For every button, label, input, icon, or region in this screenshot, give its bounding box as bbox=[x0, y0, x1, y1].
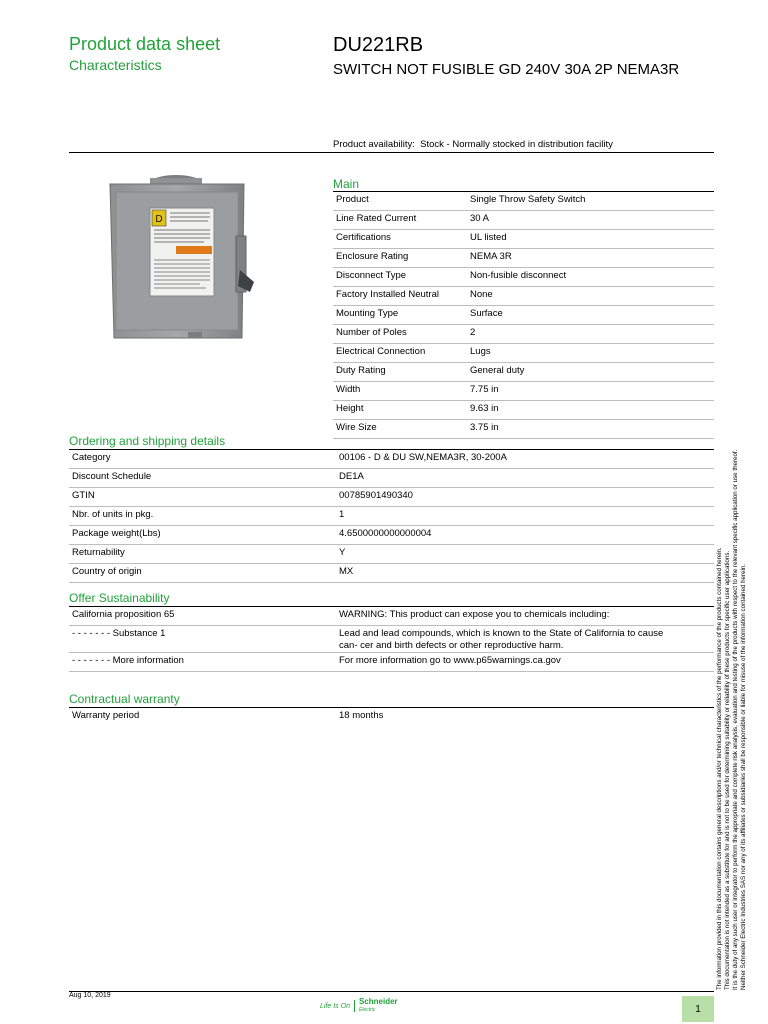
spec-key: Package weight(Lbs) bbox=[72, 528, 161, 539]
brand-text: Schneider bbox=[358, 997, 398, 1006]
spec-key: Width bbox=[336, 384, 361, 395]
spec-value: 7.75 in bbox=[470, 384, 499, 395]
spec-key: Warranty period bbox=[72, 710, 140, 721]
spec-key: Line Rated Current bbox=[336, 213, 417, 224]
spec-key: Nbr. of units in pkg. bbox=[72, 509, 154, 520]
table-row bbox=[333, 325, 714, 344]
spec-value: 30 A bbox=[470, 213, 490, 224]
spec-key: Disconnect Type bbox=[336, 270, 407, 281]
table-row bbox=[333, 401, 714, 420]
spec-key: Duty Rating bbox=[336, 365, 386, 376]
spec-value: DE1A bbox=[339, 471, 364, 482]
spec-key: Certifications bbox=[336, 232, 391, 243]
spec-value: 3.75 in bbox=[470, 422, 499, 433]
table-row bbox=[69, 626, 714, 653]
spec-key: Electrical Connection bbox=[336, 346, 426, 357]
sustainability-table bbox=[69, 606, 714, 672]
spec-value: 00106 - D & DU SW,NEMA3R, 30-200A bbox=[339, 452, 507, 463]
legal-disclaimer bbox=[716, 350, 748, 990]
spec-key: - - - - - - - Substance 1 bbox=[72, 628, 166, 639]
disclaimer-line: The information provided in this documentation contains general descriptions and/or technical characteristics of the performance of the products contained herein. bbox=[716, 547, 723, 990]
spec-value: None bbox=[470, 289, 493, 300]
availability-value: Stock - Normally stocked in distribution facility bbox=[420, 139, 613, 150]
disclaimer-line: It is the duty of any such user or integrator to perform the appropriate and complete risk analysis, evaluation and testing of the products with respect to the relevant specific application or use thereof. bbox=[732, 449, 739, 990]
table-row bbox=[333, 211, 714, 230]
spec-value: Lead and lead compounds, which is known to the State of California to cause can- cer and birth defects or other reproductive harm. bbox=[339, 628, 664, 651]
table-row bbox=[333, 192, 714, 211]
spec-key: Height bbox=[336, 403, 364, 414]
spec-value: 2 bbox=[470, 327, 476, 338]
page-number: 1 bbox=[682, 996, 714, 1022]
table-row bbox=[69, 564, 714, 583]
table-row bbox=[333, 306, 714, 325]
table-row bbox=[333, 344, 714, 363]
header-divider bbox=[69, 152, 714, 153]
table-row bbox=[333, 287, 714, 306]
footer-divider bbox=[69, 991, 714, 992]
spec-key: Product bbox=[336, 194, 369, 205]
spec-value: 9.63 in bbox=[470, 403, 499, 414]
sustainability-section-title: Offer Sustainability bbox=[69, 591, 170, 605]
spec-key: Factory Installed Neutral bbox=[336, 289, 439, 300]
spec-value: General duty bbox=[470, 365, 525, 376]
table-row bbox=[69, 526, 714, 545]
document-subtitle: Characteristics bbox=[69, 57, 162, 73]
spec-value: NEMA 3R bbox=[470, 251, 512, 262]
spec-value: Single Throw Safety Switch bbox=[470, 194, 586, 205]
spec-key: Enclosure Rating bbox=[336, 251, 409, 262]
ordering-table bbox=[69, 449, 714, 583]
product-image bbox=[104, 170, 274, 345]
availability-label: Product availability: bbox=[333, 139, 415, 150]
spec-key: Category bbox=[72, 452, 111, 463]
spec-value: Y bbox=[339, 547, 346, 558]
table-row bbox=[69, 607, 714, 626]
tagline: Life Is On bbox=[320, 1002, 350, 1010]
spec-value: 18 months bbox=[339, 710, 384, 721]
product-availability bbox=[333, 139, 613, 150]
spec-key: GTIN bbox=[72, 490, 95, 501]
table-row bbox=[333, 382, 714, 401]
brand-name bbox=[359, 998, 398, 1014]
spec-value: 1 bbox=[339, 509, 345, 520]
main-characteristics-table bbox=[333, 191, 714, 439]
disclaimer-line: Neither Schneider Electric Industries SAS nor any of its affiliates or subsidiaries shall be responsible or liable for misuse of the information contained herein. bbox=[740, 563, 747, 990]
spec-key: Returnability bbox=[72, 547, 125, 558]
spec-value: For more information go to www.p65warnings.ca.gov bbox=[339, 655, 561, 666]
spec-value: Surface bbox=[470, 308, 503, 319]
logo-separator bbox=[354, 1000, 355, 1012]
ordering-section-title: Ordering and shipping details bbox=[69, 434, 226, 448]
svg-text:D: D bbox=[155, 214, 163, 225]
document-type-title: Product data sheet bbox=[69, 34, 221, 54]
spec-key: Wire Size bbox=[336, 422, 377, 433]
spec-key: Mounting Type bbox=[336, 308, 399, 319]
spec-value: UL listed bbox=[470, 232, 507, 243]
table-row bbox=[333, 363, 714, 382]
table-row bbox=[69, 469, 714, 488]
spec-key: - - - - - - - More information bbox=[72, 655, 184, 666]
spec-key: California proposition 65 bbox=[72, 609, 175, 620]
product-description: SWITCH NOT FUSIBLE GD 240V 30A 2P NEMA3R bbox=[333, 61, 680, 78]
spec-value: MX bbox=[339, 566, 354, 577]
table-row bbox=[69, 708, 714, 727]
table-row bbox=[69, 450, 714, 469]
spec-key: Number of Poles bbox=[336, 327, 407, 338]
warranty-section-title: Contractual warranty bbox=[69, 692, 180, 706]
table-row bbox=[333, 230, 714, 249]
table-row bbox=[333, 420, 714, 439]
table-row bbox=[69, 653, 714, 672]
spec-value: 4.6500000000000004 bbox=[339, 528, 432, 539]
spec-key: Country of origin bbox=[72, 566, 142, 577]
table-row bbox=[333, 268, 714, 287]
product-reference: DU221RB bbox=[333, 34, 424, 56]
disclaimer-line: This documentation is not intended as a substitute for and is not to be used for determining suitability or reliability of these products for specific user applications. bbox=[724, 550, 731, 990]
brand-subtext: Electric bbox=[358, 1007, 376, 1013]
table-row bbox=[333, 249, 714, 268]
warranty-table bbox=[69, 707, 714, 726]
table-row bbox=[69, 488, 714, 507]
spec-value: WARNING: This product can expose you to chemicals including: bbox=[339, 609, 610, 620]
table-row bbox=[69, 507, 714, 526]
spec-key: Discount Schedule bbox=[72, 471, 152, 482]
spec-value: Non-fusible disconnect bbox=[470, 270, 567, 281]
table-row bbox=[69, 545, 714, 564]
footer-date: Aug 10, 2019 bbox=[69, 992, 111, 999]
schneider-logo bbox=[320, 998, 398, 1014]
spec-value: 00785901490340 bbox=[339, 490, 413, 501]
main-section-title: Main bbox=[333, 177, 360, 191]
spec-value: Lugs bbox=[470, 346, 491, 357]
